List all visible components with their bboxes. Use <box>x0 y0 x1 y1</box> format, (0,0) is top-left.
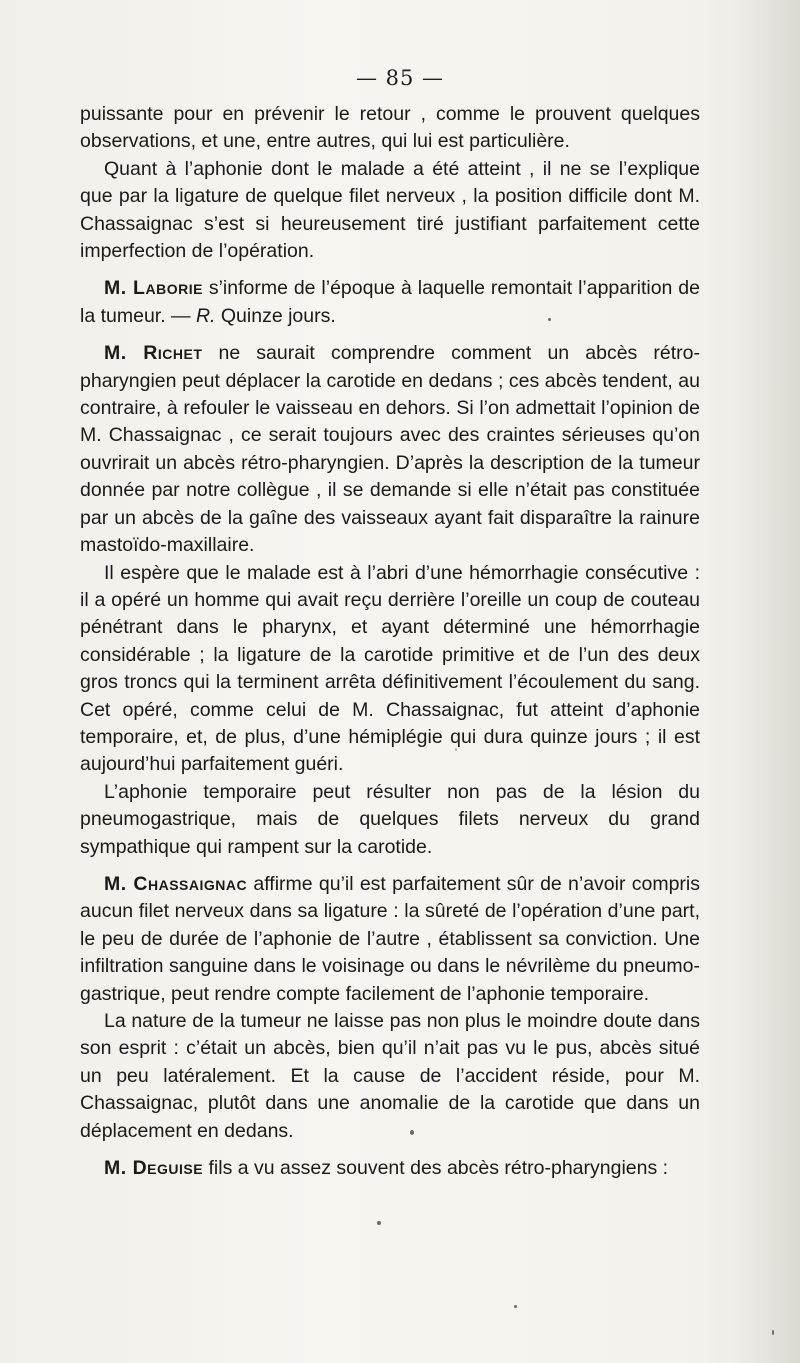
paragraph-richet <box>80 340 700 559</box>
scan-speck <box>772 1330 774 1335</box>
paragraph-aphonie: Quant à l’aphonie dont le malade a été atteint , il ne se l’explique que par la ligature de quelque filet nerveux , la position difficile dont M. Chassaignac s’est si heureusement tiré justifiant parfaitement cette imperfection de l’opération. <box>80 157 700 263</box>
speaker-name: M. Laborie <box>104 277 203 300</box>
speaker-name: M. Deguise <box>104 1157 204 1180</box>
page-edge-shadow <box>740 0 800 1363</box>
paragraph-aphonie-temporaire: L’aphonie temporaire peut résulter non pas de la lésion du pneumogastrique, mais de quelques filets nerveux du grand sympathique qui rampent sur la carotide. <box>80 780 700 858</box>
speaker-name: M. Richet <box>104 342 203 365</box>
body-text <box>80 101 700 1182</box>
scan-speck <box>377 1221 381 1225</box>
speaker-name: M. Chassaignac <box>104 872 248 895</box>
scan-speck <box>514 1305 517 1308</box>
paragraph-hemorrhagie: Il espère que le malade est à l’abri d’une hémorrhagie consécutive : il a opéré un homme qui avait reçu derrière l’oreille un coup de couteau pénétrant dans le pharynx, et ayant déterminé une hémorrhagie considérable ; la ligature de la carotide primitive et de l’un des deux gros troncs qui la terminent arrêta définitivement l’écoulement du sang. Cet opéré, comme celui de M. Chassaignac, fut atteint d’aphonie temporaire, et, de plus, d’une hémiplégie qui dura quinze jours ; il est aujourd’hui parfaitement guéri. <box>80 561 700 776</box>
paragraph-chassaignac <box>80 871 700 1008</box>
speaker-text: fils a vu assez souvent des abcès rétro-pharyngiens : <box>203 1157 669 1180</box>
speaker-text: affirme qu’il est parfaitement sûr de n’avoir compris aucun filet nerveux dans sa ligature : la sûreté de l’opération d’une part, le peu de durée de l’aphonie de l’autre , établissent sa conviction. Une infiltration sanguine dans le voisinage ou dans le névrilème du pneumo-gastrique, peut rendre compte facilement de l’aphonie temporaire. <box>80 872 700 1005</box>
speaker-text: s’informe de l’époque à laquelle remontait l’apparition de la tumeur. — <box>80 277 700 327</box>
paragraph-nature-tumeur: La nature de la tumeur ne laisse pas non plus le moindre doute dans son esprit : c’était un abcès, bien qu’il n’ait pas vu le pus, abcès situé un peu latéralement. Et la cause de l’accident réside, pour M. Chassaignac, plutôt dans une anomalie de la carotide que dans un déplacement en dedans. <box>80 1010 700 1142</box>
reply-marker: R. <box>195 304 216 327</box>
scan-speck <box>455 748 457 751</box>
page-number: — 85 — <box>355 66 445 90</box>
reply-text: Quinze jours. <box>215 304 336 327</box>
paragraph-continuation: puissante pour en prévenir le retour , comme le prouvent quelques observations, et une, entre autres, qui lui est particulière. <box>80 103 700 153</box>
scan-speck <box>410 1130 414 1135</box>
paragraph-deguise <box>80 1155 700 1182</box>
paragraph-laborie <box>80 275 700 330</box>
scan-speck <box>548 318 551 321</box>
speaker-text: ne saurait comprendre comment un abcès rétro-pharyngien peut déplacer la carotide en dedans ; ces abcès tendent, au contraire, à refouler le vaisseau en dehors. Si l’on admettait l’opinion de M. Chassaignac , ce serait toujours avec des craintes sérieuses qu’on ouvrirait un abcès rétro-pharyngien. D’après la description de la tumeur donnée par notre collègue , il se demande si elle n’était pas constituée par un abcès de la gaîne des vaisseaux ayant fait disparaître la rainure mastoïdo-maxillaire. <box>80 342 700 557</box>
